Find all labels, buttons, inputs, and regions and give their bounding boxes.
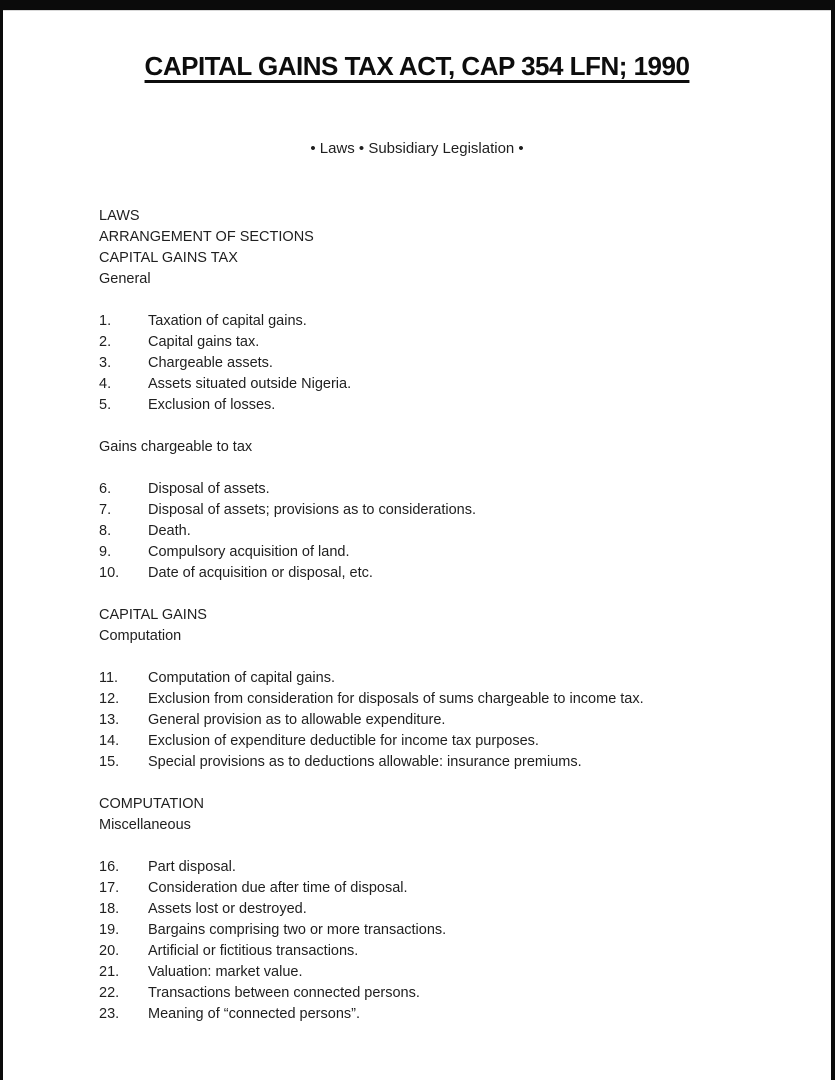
toc-item bbox=[99, 731, 791, 752]
toc-item-number: 15. bbox=[99, 754, 120, 770]
toc-item-number: 2. bbox=[99, 334, 112, 350]
toc-item-text: General provision as to allowable expenditure. bbox=[148, 712, 446, 728]
toc-item bbox=[99, 857, 791, 878]
section-header-line: Gains chargeable to tax bbox=[99, 439, 253, 455]
toc-item bbox=[99, 521, 791, 542]
toc-item bbox=[99, 374, 791, 395]
section-header-line: CAPITAL GAINS bbox=[99, 607, 207, 623]
toc-item bbox=[99, 353, 791, 374]
toc-item-number: 11. bbox=[99, 670, 119, 686]
toc-item bbox=[99, 710, 791, 731]
toc-item bbox=[99, 500, 791, 521]
toc-item-number: 6. bbox=[99, 481, 112, 497]
page-title-text: CAPITAL GAINS TAX ACT, CAP 354 LFN; 1990 bbox=[144, 51, 690, 81]
toc-item-text: Compulsory acquisition of land. bbox=[148, 544, 350, 560]
section-items bbox=[99, 857, 791, 1025]
toc-item-text: Death. bbox=[148, 523, 191, 539]
toc-item-number: 22. bbox=[99, 985, 120, 1001]
toc-item-text: Disposal of assets. bbox=[148, 481, 270, 497]
toc-item-text: Disposal of assets; provisions as to considerations. bbox=[148, 502, 477, 518]
page-top-border bbox=[3, 0, 831, 11]
toc-item bbox=[99, 668, 791, 689]
toc-item-number: 23. bbox=[99, 1006, 120, 1022]
toc-item bbox=[99, 899, 791, 920]
toc-item bbox=[99, 941, 791, 962]
toc-item-number: 9. bbox=[99, 544, 112, 560]
toc-item-text: Computation of capital gains. bbox=[148, 670, 335, 686]
toc-item bbox=[99, 920, 791, 941]
toc-item-number: 16. bbox=[99, 859, 120, 875]
section-header-line: ARRANGEMENT OF SECTIONS bbox=[99, 229, 314, 245]
toc-item-number: 19. bbox=[99, 922, 120, 938]
section-headers bbox=[99, 206, 791, 290]
toc-item-number: 21. bbox=[99, 964, 120, 980]
section-headers bbox=[99, 605, 791, 647]
section-header-line: COMPUTATION bbox=[99, 796, 204, 812]
toc-item-text: Bargains comprising two or more transactions. bbox=[148, 922, 447, 938]
toc-item-number: 20. bbox=[99, 943, 120, 959]
section-items bbox=[99, 311, 791, 416]
section-headers bbox=[99, 794, 791, 836]
toc-item bbox=[99, 479, 791, 500]
toc-item-number: 18. bbox=[99, 901, 120, 917]
page-title bbox=[3, 51, 831, 81]
toc-item-text: Exclusion of losses. bbox=[148, 397, 276, 413]
toc-item-number: 7. bbox=[99, 502, 112, 518]
section-headers bbox=[99, 437, 791, 458]
section-items bbox=[99, 668, 791, 773]
toc-item-text: Part disposal. bbox=[148, 859, 236, 875]
toc-item bbox=[99, 395, 791, 416]
toc-item-text: Date of acquisition or disposal, etc. bbox=[148, 565, 373, 581]
toc-item-number: 10. bbox=[99, 565, 120, 581]
toc-item bbox=[99, 962, 791, 983]
toc-item-text: Taxation of capital gains. bbox=[148, 313, 307, 329]
toc-item bbox=[99, 1004, 791, 1025]
toc-item bbox=[99, 752, 791, 773]
toc-item-text: Special provisions as to deductions allowable: insurance premiums. bbox=[148, 754, 582, 770]
toc-item bbox=[99, 332, 791, 353]
section-header-line: Computation bbox=[99, 628, 182, 644]
section-header-line: Miscellaneous bbox=[99, 817, 191, 833]
toc-item-number: 12. bbox=[99, 691, 120, 707]
toc-item bbox=[99, 878, 791, 899]
toc-item bbox=[99, 983, 791, 1004]
section-header-line: LAWS bbox=[99, 208, 140, 224]
toc-item-number: 17. bbox=[99, 880, 120, 896]
toc-item-text: Chargeable assets. bbox=[148, 355, 273, 371]
toc-item bbox=[99, 542, 791, 563]
toc-item-text: Exclusion from consideration for disposals of sums chargeable to income tax. bbox=[148, 691, 644, 707]
toc-item-text: Assets lost or destroyed. bbox=[148, 901, 307, 917]
toc-item-text: Consideration due after time of disposal. bbox=[148, 880, 408, 896]
toc-item-text: Transactions between connected persons. bbox=[148, 985, 420, 1001]
toc-item-text: Capital gains tax. bbox=[148, 334, 260, 350]
toc-item-text: Meaning of “connected persons”. bbox=[148, 1006, 360, 1022]
document-body bbox=[99, 206, 791, 1025]
toc-item-text: Artificial or fictitious transactions. bbox=[148, 943, 359, 959]
toc-item-number: 1. bbox=[99, 313, 112, 329]
section-header-line: General bbox=[99, 271, 151, 287]
toc-item bbox=[99, 689, 791, 710]
toc-item-number: 3. bbox=[99, 355, 112, 371]
toc-item-number: 13. bbox=[99, 712, 120, 728]
toc-item bbox=[99, 311, 791, 332]
toc-item-text: Assets situated outside Nigeria. bbox=[148, 376, 352, 392]
section-header-line: CAPITAL GAINS TAX bbox=[99, 250, 238, 266]
page-subtitle: • Laws • Subsidiary Legislation • bbox=[310, 140, 524, 157]
toc-item-number: 5. bbox=[99, 397, 112, 413]
toc-item-text: Exclusion of expenditure deductible for income tax purposes. bbox=[148, 733, 539, 749]
toc-item-text: Valuation: market value. bbox=[148, 964, 303, 980]
toc-item-number: 8. bbox=[99, 523, 112, 539]
toc-item bbox=[99, 563, 791, 584]
toc-item-number: 4. bbox=[99, 376, 112, 392]
section-items bbox=[99, 479, 791, 584]
toc-item-number: 14. bbox=[99, 733, 120, 749]
